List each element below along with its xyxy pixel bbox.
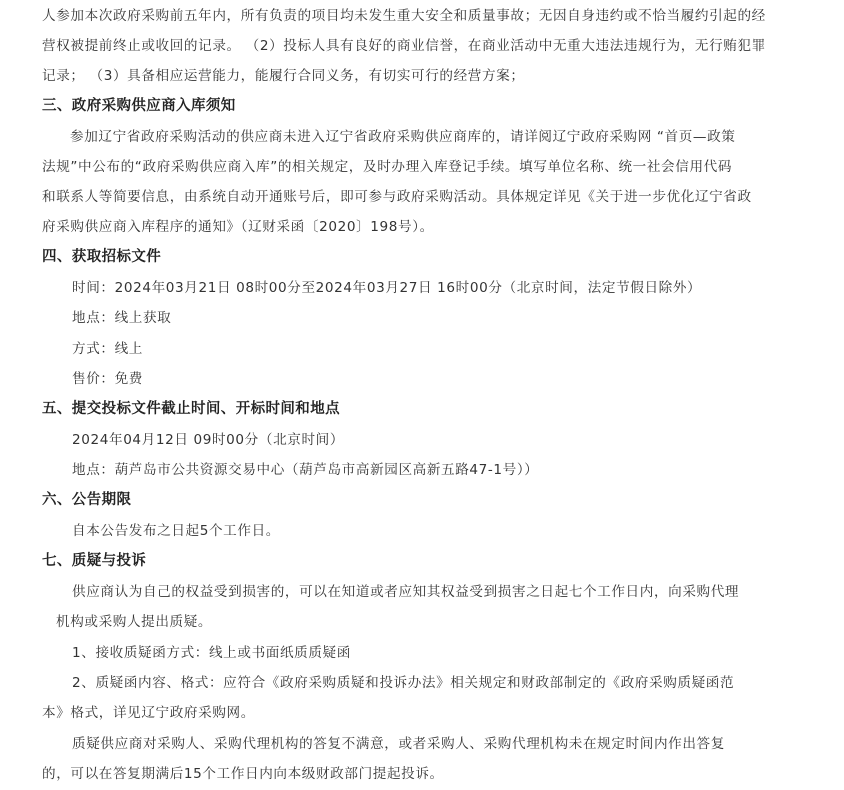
paragraph-line: 参加辽宁省政府采购活动的供应商未进入辽宁省政府采购供应商库的，请详阅辽宁政府采购网 “首页—政策: [70, 129, 736, 145]
notice-period-text: 自本公告发布之日起5个工作日。: [72, 523, 280, 539]
document-method: 方式：线上: [72, 341, 143, 357]
section-heading-bid-deadline: 五、提交投标文件截止时间、开标时间和地点: [42, 401, 340, 417]
bid-deadline-time: 2024年04月12日 09时00分（北京时间）: [72, 432, 345, 448]
paragraph-line: 和联系人等简要信息，由系统自动开通账号后，即可参与政府采购活动。具体规定详见《关于进一步优化辽宁省政: [42, 189, 752, 205]
paragraph-line: 机构或采购人提出质疑。: [56, 614, 213, 630]
document-time: 时间：2024年03月21日 08时00分至2024年03月27日 16时00分（北京时间，法定节假日除外）: [72, 280, 702, 296]
paragraph-line: 本》格式，详见辽宁政府采购网。: [42, 705, 255, 721]
paragraph-line: 营权被提前终止或收回的记录。 （2）投标人具有良好的商业信誉，在商业活动中无重大违法违规行为，无行贿犯罪: [42, 38, 766, 54]
paragraph-line: 府采购供应商入库程序的通知》（辽财采函〔2020〕198号）。: [42, 219, 434, 235]
document-location: 地点：线上获取: [72, 310, 172, 326]
paragraph-line: 质疑供应商对采购人、采购代理机构的答复不满意，或者采购人、采购代理机构未在规定时间内作出答复: [72, 736, 725, 752]
inquiry-method: 1、接收质疑函方式：线上或书面纸质质疑函: [72, 645, 351, 661]
section-heading-supplier-registration: 三、政府采购供应商入库须知: [42, 98, 236, 114]
paragraph-line: 供应商认为自己的权益受到损害的，可以在知道或者应知其权益受到损害之日起七个工作日内，向采购代理: [72, 584, 740, 600]
bid-location: 地点：葫芦岛市公共资源交易中心（葫芦岛市高新园区高新五路47-1号））: [72, 462, 539, 478]
paragraph-line: 记录； （3）具备相应运营能力，能履行合同义务，有切实可行的经营方案；: [42, 68, 525, 84]
paragraph-line: 法规”中公布的“政府采购供应商入库”的相关规定，及时办理入库登记手续。填写单位名称、统一社会信用代码: [42, 159, 733, 175]
section-heading-obtain-documents: 四、获取招标文件: [42, 249, 162, 265]
paragraph-line: 的，可以在答复期满后15个工作日内向本级财政部门提起投诉。: [42, 766, 444, 782]
section-heading-inquiry-complaint: 七、质疑与投诉: [42, 553, 147, 569]
section-heading-notice-period: 六、公告期限: [42, 492, 132, 508]
paragraph-line: 2、质疑函内容、格式：应符合《政府采购质疑和投诉办法》相关规定和财政部制定的《政府采购质疑函范: [72, 675, 735, 691]
paragraph-line: 人参加本次政府采购前五年内，所有负责的项目均未发生重大安全和质量事故；无因自身违约或不恰当履约引起的经: [42, 8, 766, 24]
document-price: 售价：免费: [72, 371, 143, 387]
